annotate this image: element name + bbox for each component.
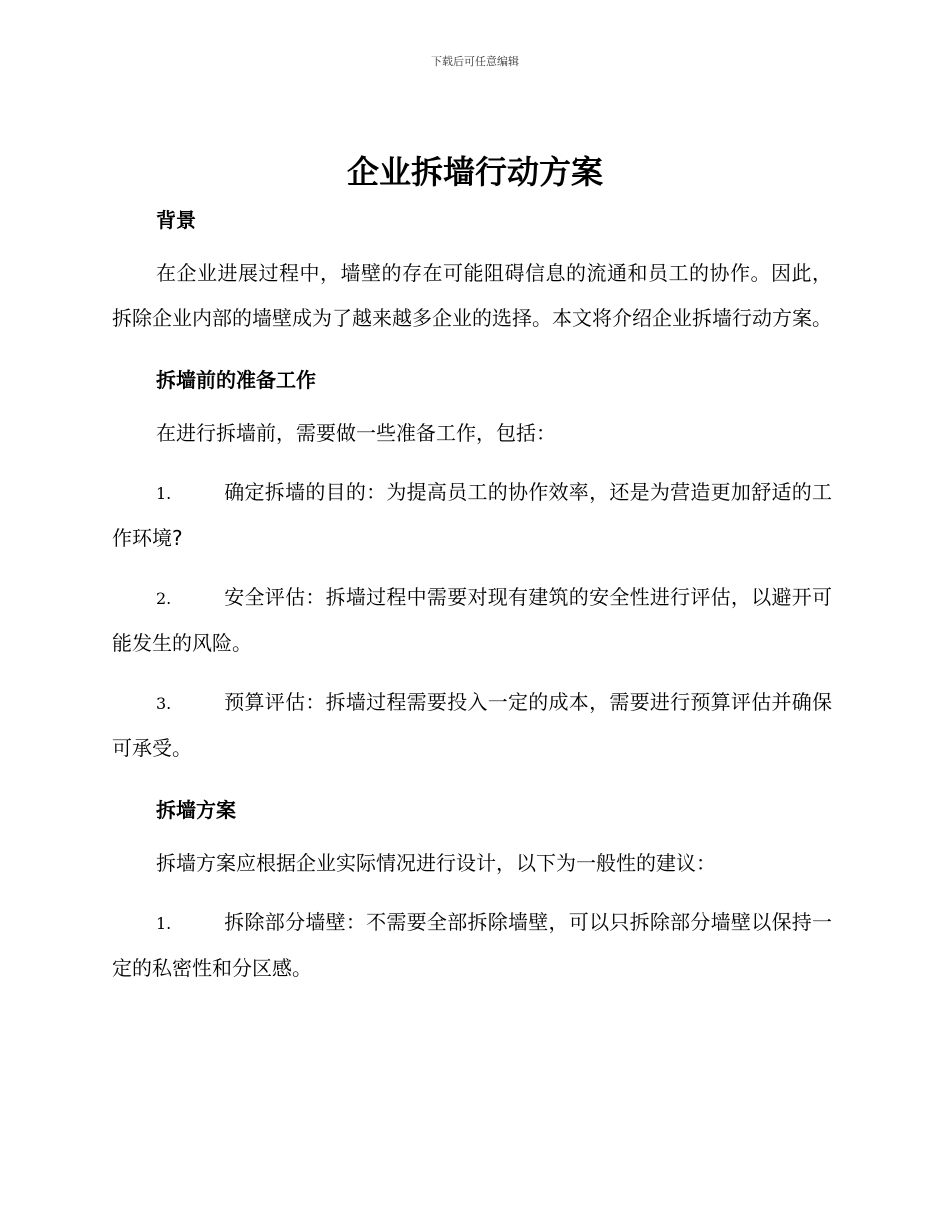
list-item: [112, 575, 832, 666]
preparation-intro: 在进行拆墙前，需要做一些准备工作，包括：: [156, 421, 556, 445]
list-item: [112, 470, 832, 561]
section-heading-plan: 拆墙方案: [156, 798, 236, 822]
background-paragraph: 在企业进展过程中，墙壁的存在可能阻碍信息的流通和员工的协作。因此，拆除企业内部的墙壁成为了越来越多企业的选择。本文将介绍企业拆墙行动方案。: [112, 261, 832, 330]
list-item-text: 确定拆墙的目的：为提高员工的协作效率，还是为营造更加舒适的工作环境?: [112, 480, 832, 550]
list-item-text: 拆除部分墙壁：不需要全部拆除墙壁，可以只拆除部分墙壁以保持一定的私密性和分区感。: [112, 910, 832, 980]
document-body: [112, 205, 832, 991]
list-number: 1.: [156, 914, 172, 933]
list-item: [112, 900, 832, 991]
plan-intro: 拆墙方案应根据企业实际情况进行设计，以下为一般性的建议：: [156, 851, 716, 875]
header-note: 下载后可任意编辑: [431, 55, 519, 68]
list-number: 1.: [156, 484, 172, 503]
section-heading-preparation: 拆墙前的准备工作: [156, 368, 316, 392]
list-item: [112, 680, 832, 771]
list-number: 2.: [156, 589, 172, 608]
list-item-text: 预算评估：拆墙过程需要投入一定的成本，需要进行预算评估并确保可承受。: [112, 690, 832, 760]
document-title: 企业拆墙行动方案: [346, 153, 603, 191]
list-number: 3.: [156, 694, 172, 713]
section-heading-background: 背景: [156, 208, 196, 232]
list-item-text: 安全评估：拆墙过程中需要对现有建筑的安全性进行评估，以避开可能发生的风险。: [112, 585, 832, 655]
